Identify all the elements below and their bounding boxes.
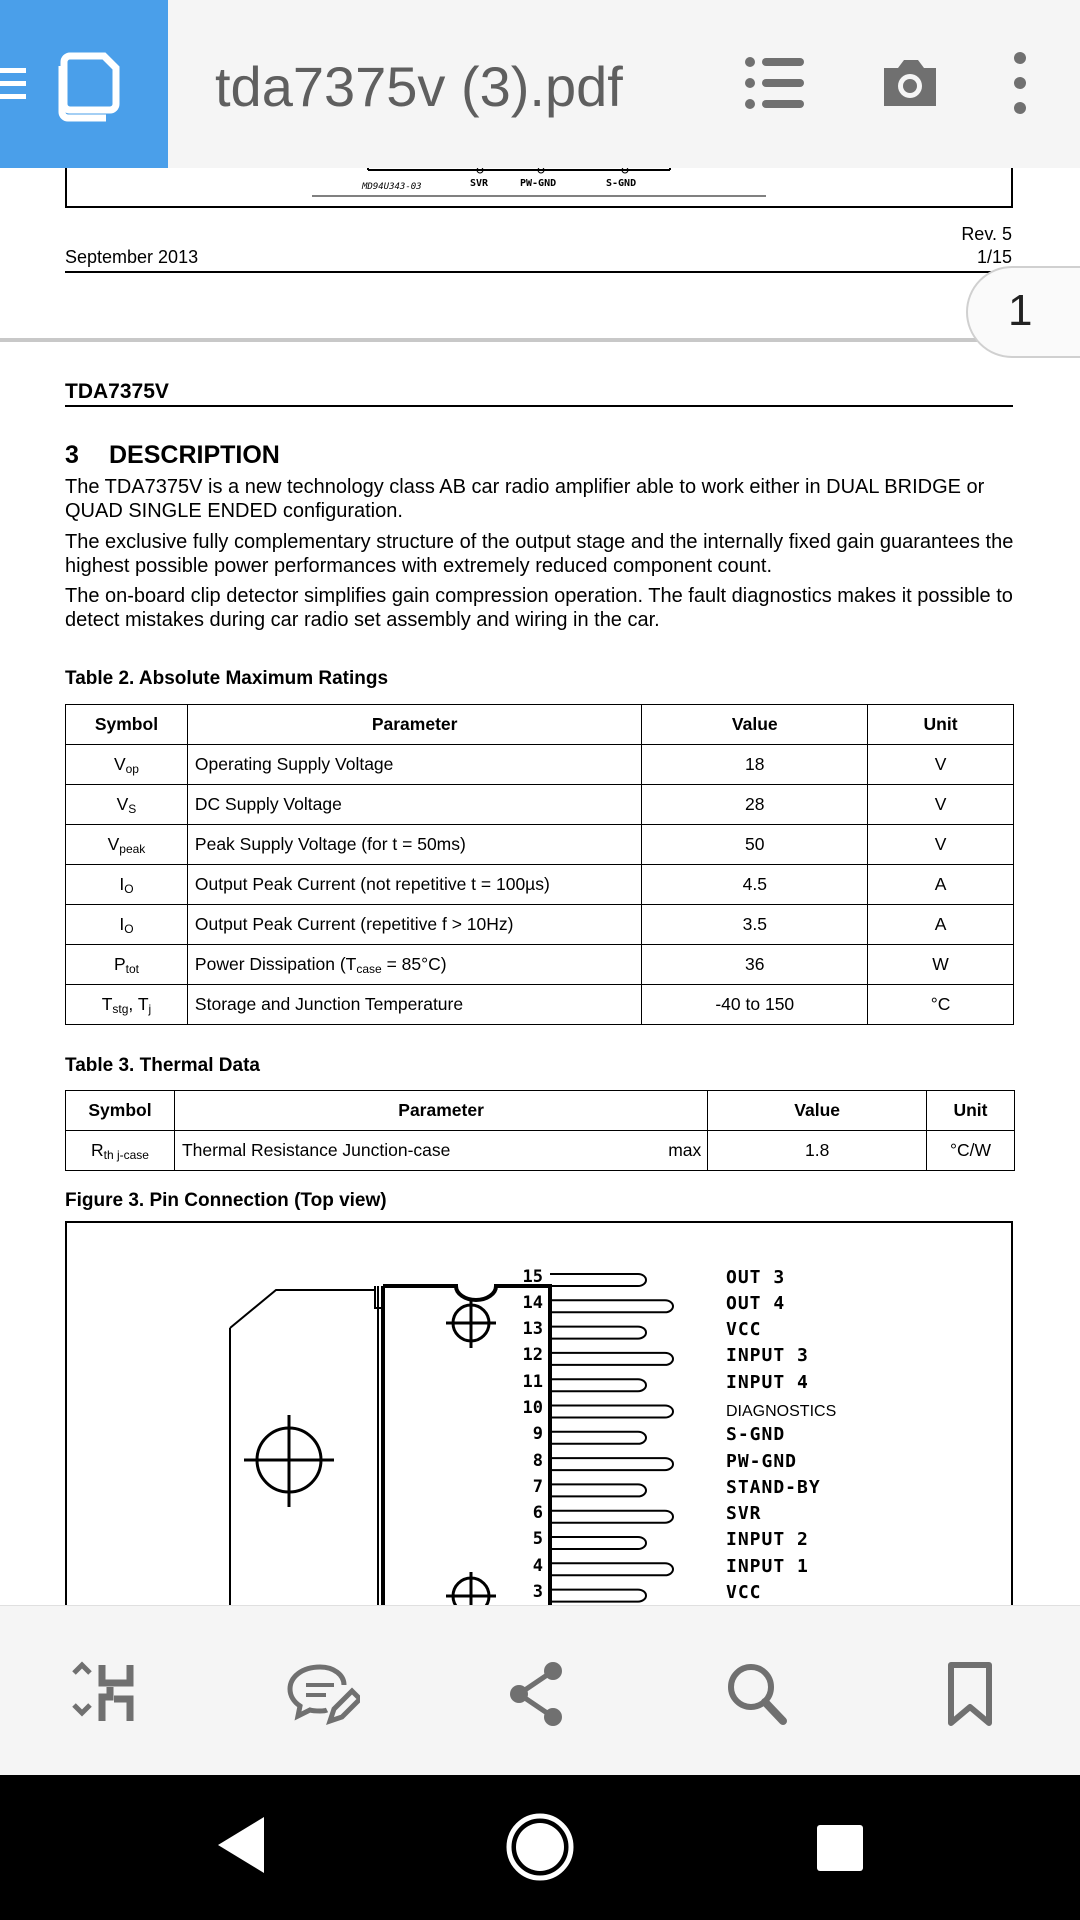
value-cell: 28 xyxy=(642,785,868,825)
symbol-cell: $V_{peak}$ xyxy=(66,825,188,865)
parameter-cell: Storage and Junction Temperature xyxy=(187,985,641,1025)
pin-lead xyxy=(550,1484,646,1496)
parameter-cell: Operating Supply Voltage xyxy=(187,745,641,785)
column-header: Value xyxy=(708,1091,927,1131)
table-header-row xyxy=(66,705,1014,745)
table-caption: Table 2. Absolute Maximum Ratings xyxy=(65,668,389,689)
reflow-icon[interactable] xyxy=(70,1661,140,1725)
pin-label: OUT 3 xyxy=(726,1267,786,1288)
table-caption: Table 3. Thermal Data xyxy=(65,1055,260,1076)
parameter-cell: Power Dissipation $(T_{case} = 85^\circ C)$ xyxy=(187,945,641,985)
pin-number: 10 xyxy=(522,1398,543,1418)
pin-number: 7 xyxy=(532,1477,543,1497)
pin-lead xyxy=(550,1300,673,1312)
absolute-max-ratings-table xyxy=(65,704,1014,1025)
page-divider xyxy=(0,338,1080,342)
page-number: 1 xyxy=(1008,286,1033,335)
page-header: TDA7375V xyxy=(65,380,169,403)
pin-number: 4 xyxy=(532,1556,543,1576)
pin-number: 9 xyxy=(532,1424,543,1444)
prev-pin-label: PW-GND xyxy=(520,178,557,189)
share-icon[interactable] xyxy=(507,1661,567,1727)
pin-number: 15 xyxy=(522,1267,543,1287)
parameter-cell: Thermal Resistance Junction-case max xyxy=(174,1131,707,1171)
paragraph: The exclusive fully complementary structure of the output stage and the internally fixed gain guarantees the highest possible power performances with extremely reduced component count. xyxy=(65,531,1014,577)
files-icon xyxy=(0,44,168,124)
pin-lead xyxy=(550,1379,646,1391)
pin-number: 8 xyxy=(532,1451,543,1471)
pin-label: INPUT 1 xyxy=(726,1556,809,1577)
camera-icon[interactable] xyxy=(880,50,940,116)
table-row xyxy=(66,905,1014,945)
app-toolbar xyxy=(0,0,1080,168)
pin-label: SVR xyxy=(726,1503,762,1524)
pin-lead xyxy=(550,1537,646,1549)
home-icon[interactable] xyxy=(505,1812,575,1882)
footer-rev: Rev. 5 xyxy=(961,224,1012,244)
pin-label: INPUT 3 xyxy=(726,1345,809,1366)
pin-lead xyxy=(550,1432,646,1444)
table-row xyxy=(66,985,1014,1025)
back-icon[interactable] xyxy=(214,1815,266,1875)
pin-lead xyxy=(550,1274,646,1286)
column-header: Value xyxy=(642,705,868,745)
parameter-cell: DC Supply Voltage xyxy=(187,785,641,825)
footer-page-count: 1/15 xyxy=(976,247,1012,267)
unit-cell: W xyxy=(868,945,1014,985)
unit-cell: °C xyxy=(868,985,1014,1025)
pin-label: VCC xyxy=(726,1319,762,1340)
symbol-cell: $P_{tot}$ xyxy=(66,945,188,985)
pin-label: VCC xyxy=(726,1582,762,1603)
pin-lead xyxy=(550,1563,673,1575)
section-title: DESCRIPTION xyxy=(109,441,280,469)
symbol-cell: $I_O$ xyxy=(66,865,188,905)
pin-number: 12 xyxy=(522,1345,543,1365)
pin-lead xyxy=(550,1458,673,1470)
pin-label: OUT 4 xyxy=(726,1293,786,1314)
drawing-code: MD94U343-03 xyxy=(362,182,422,192)
header-rule xyxy=(65,405,1013,407)
paragraph: The on-board clip detector simplifies gain compression operation. The fault diagnostics makes it possible to detect mistakes during car radio set assembly and wiring in the car. xyxy=(65,585,1013,631)
table-row xyxy=(66,785,1014,825)
value-cell: -40 to 150 xyxy=(642,985,868,1025)
unit-cell: V xyxy=(868,745,1014,785)
unit-cell: °C/W xyxy=(927,1131,1015,1171)
pin-number: 5 xyxy=(532,1529,543,1549)
parameter-cell: Output Peak Current (repetitive f > 10Hz) xyxy=(187,905,641,945)
unit-cell: A xyxy=(868,905,1014,945)
table-row xyxy=(66,1131,1015,1171)
pin-label: PW-GND xyxy=(726,1451,798,1472)
value-cell: 36 xyxy=(642,945,868,985)
symbol-cell: $V_S$ xyxy=(66,785,188,825)
pin-lead xyxy=(550,1511,673,1523)
pin-number: 13 xyxy=(522,1319,543,1339)
column-header: Parameter xyxy=(174,1091,707,1131)
symbol-cell: $V_{op}$ xyxy=(66,745,188,785)
column-header: Unit xyxy=(868,705,1014,745)
unit-cell: V xyxy=(868,785,1014,825)
parameter-cell: Peak Supply Voltage (for t = 50ms) xyxy=(187,825,641,865)
figure-caption: Figure 3. Pin Connection (Top view) xyxy=(65,1190,387,1211)
pin-number: 3 xyxy=(532,1582,543,1602)
files-button[interactable] xyxy=(0,0,168,168)
annotate-icon[interactable] xyxy=(286,1661,360,1727)
column-header: Symbol xyxy=(66,1091,175,1131)
value-cell: 18 xyxy=(642,745,868,785)
pin-label: STAND-BY xyxy=(726,1477,821,1498)
list-icon[interactable] xyxy=(742,50,808,116)
column-header: Symbol xyxy=(66,705,188,745)
qualifier: max xyxy=(668,1140,702,1160)
prev-pin-label: SVR xyxy=(470,178,489,189)
footer-date: September 2013 xyxy=(65,247,199,267)
value-cell: 3.5 xyxy=(642,905,868,945)
table-header-row xyxy=(66,1091,1015,1131)
page-indicator[interactable] xyxy=(966,266,1080,358)
system-nav-bar xyxy=(0,1775,1080,1920)
pin-label: INPUT 4 xyxy=(726,1372,809,1393)
unit-cell: V xyxy=(868,825,1014,865)
value-cell: 50 xyxy=(642,825,868,865)
bookmark-icon[interactable] xyxy=(945,1661,995,1727)
pin-number: 11 xyxy=(522,1372,543,1392)
section-number: 3 xyxy=(65,441,79,469)
table-row xyxy=(66,865,1014,905)
thermal-data-table xyxy=(65,1090,1015,1171)
value-cell: 4.5 xyxy=(642,865,868,905)
pin-number: 14 xyxy=(522,1293,543,1313)
search-icon[interactable] xyxy=(725,1661,789,1727)
symbol-cell: $R_{th j-case}$ xyxy=(66,1131,175,1171)
pin-lead xyxy=(550,1353,673,1365)
column-header: Unit xyxy=(927,1091,1015,1131)
pin-label: DIAGNOSTICS xyxy=(726,1403,837,1420)
pin-lead xyxy=(550,1590,646,1602)
document-title: tda7375v (3).pdf xyxy=(215,55,623,118)
pin-label: S-GND xyxy=(726,1424,786,1445)
table-row xyxy=(66,745,1014,785)
column-header: Parameter xyxy=(187,705,641,745)
footer-rule xyxy=(65,271,1013,273)
pin-number: 6 xyxy=(532,1503,543,1523)
prev-pin-label: S-GND xyxy=(606,178,637,189)
bottom-toolbar xyxy=(0,1605,1080,1775)
symbol-cell: $I_O$ xyxy=(66,905,188,945)
pin-lead xyxy=(550,1327,646,1339)
pin-label: INPUT 2 xyxy=(726,1529,809,1550)
paragraph: The TDA7375V is a new technology class AB car radio amplifier able to work either in DUAL BRIDGE or QUAD SINGLE ENDED configuration. xyxy=(65,476,985,522)
table-row xyxy=(66,825,1014,865)
symbol-cell: $T_{stg}$, $T_j$ xyxy=(66,985,188,1025)
pin-lead xyxy=(550,1406,673,1418)
pin-leads xyxy=(550,1268,680,1608)
value-cell: 1.8 xyxy=(708,1131,927,1171)
table-row xyxy=(66,945,1014,985)
parameter-cell: Output Peak Current (not repetitive t = 100µs) xyxy=(187,865,641,905)
recents-icon[interactable] xyxy=(817,1825,863,1871)
more-vert-icon[interactable] xyxy=(1006,50,1036,116)
unit-cell: A xyxy=(868,865,1014,905)
